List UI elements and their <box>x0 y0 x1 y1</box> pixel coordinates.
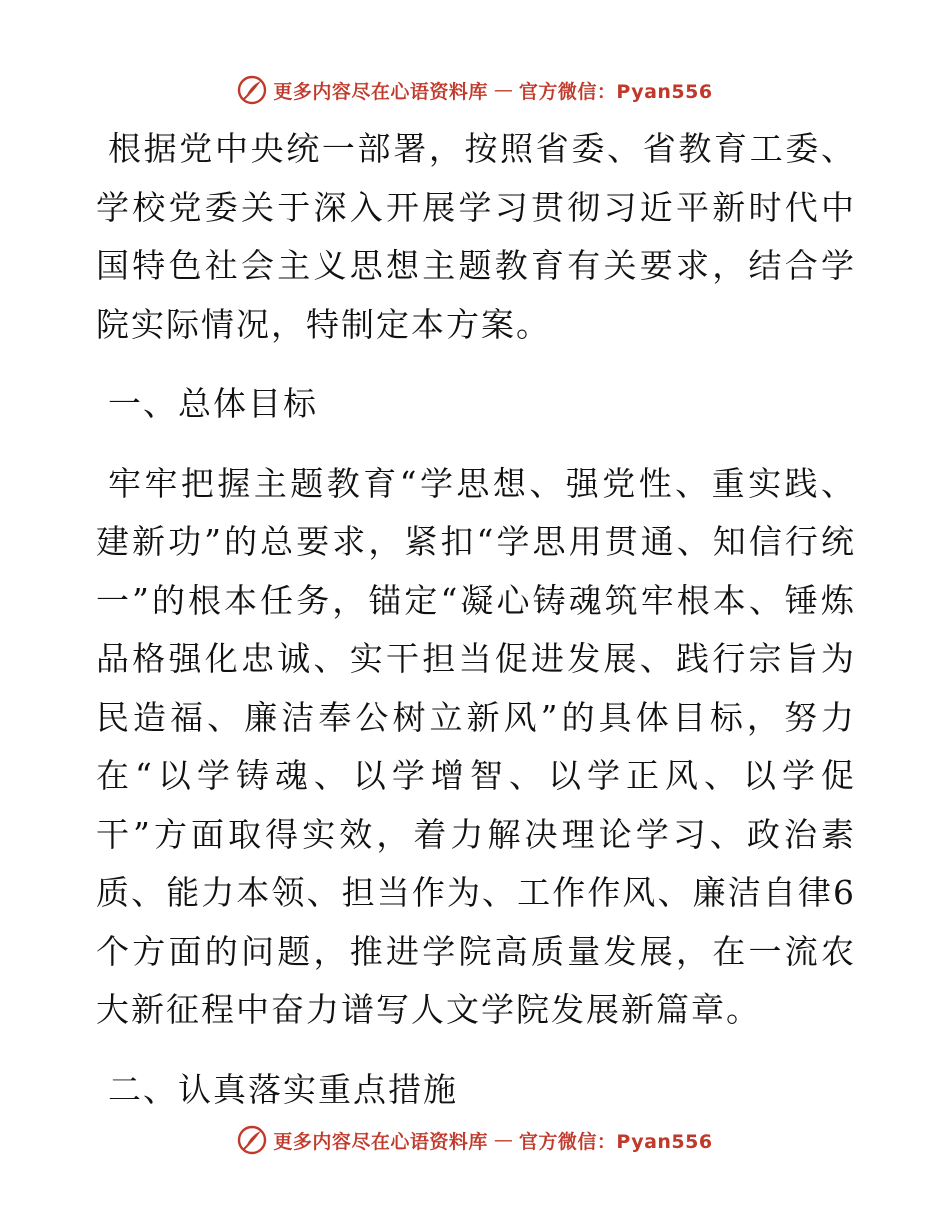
feather-quill-logo-icon <box>237 75 267 105</box>
watermark-contact-text: 官方微信：Pyan556 <box>518 1130 713 1153</box>
watermark-separator: — <box>493 79 513 101</box>
section-heading-2: 二、认真落实重点措施 <box>108 1069 458 1109</box>
watermark-contact-text: 官方微信：Pyan556 <box>518 80 713 103</box>
section-heading-1: 一、总体目标 <box>108 384 318 423</box>
watermark-brand-text: 更多内容尽在心语资料库 <box>273 80 488 103</box>
intro-paragraph: 根据党中央统一部署，按照省委、省教育工委、学校党委关于深入开展学习贯彻习近平新时代中国特色社会主义思想主题教育有关要求，结合学院实际情况，特制定本方案。 <box>96 129 856 344</box>
watermark-brand-text: 更多内容尽在心语资料库 <box>273 1130 488 1153</box>
document-body <box>96 120 856 1119</box>
footer-watermark <box>0 1122 950 1158</box>
feather-quill-logo-icon <box>237 1125 267 1155</box>
watermark-separator: — <box>493 1129 513 1151</box>
header-watermark <box>0 72 950 108</box>
goal-paragraph: 牢牢把握主题教育“学思想、强党性、重实践、建新功”的总要求，紧扣“学思用贯通、知信行统一”的根本任务，锚定“凝心铸魂筑牢根本、锤炼品格强化忠诚、实干担当促进发展、践行宗旨为民造福、廉洁奉公树立新风”的具体目标，努力在“以学铸魂、以学增智、以学正风、以学促干”方面取得实效，着力解决理论学习、政治素质、能力本领、担当作为、工作作风、廉洁自律6个方面的问题，推进学院高质量发展，在一流农大新征程中奋力谱写人文学院发展新篇章。 <box>96 463 856 1029</box>
